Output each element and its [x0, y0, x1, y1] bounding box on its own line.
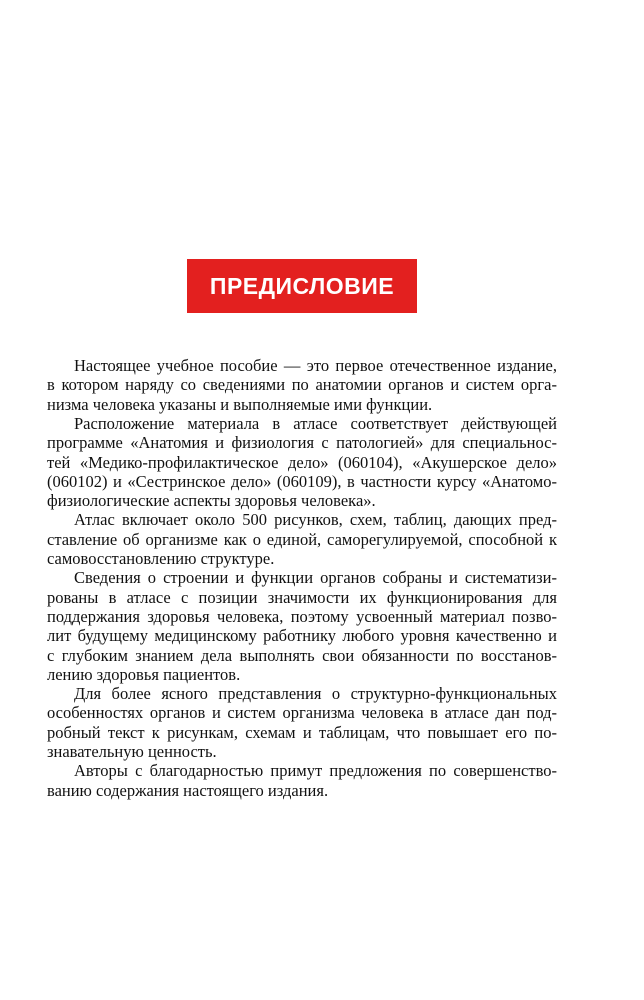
paragraph-line: самовосстановлению структуре.	[47, 549, 275, 568]
paragraph-line: Настоящее учебное пособие — это первое отечественное издание,	[74, 356, 557, 375]
paragraph-line: Сведения о строении и функции органов собраны и систематизи-	[74, 568, 557, 588]
paragraph-line: ванию содержания настоящего издания.	[47, 780, 329, 800]
paragraph-line: Для более ясного представления о структурно-функциональных	[74, 684, 557, 704]
paragraph-line: ставление об организме как о единой, саморегулируемой, способной к	[47, 529, 557, 549]
paragraph-line: (060102) и «Сестринское дело» (060109), в частности курсу «Анатомо-	[47, 471, 557, 491]
paragraph-line: знавательную ценность.	[47, 742, 217, 761]
paragraph-line: низма человека указаны и выполняемые ими функции.	[47, 394, 433, 414]
paragraph-line: Атлас включает около 500 рисунков, схем, таблиц, дающих пред-	[74, 510, 557, 530]
paragraph-line: программе «Анатомия и физиология с патологией» для специальнос-	[47, 433, 557, 453]
paragraph-line: Авторы с благодарностью примут предложения по совершенство-	[74, 761, 557, 781]
heading-banner	[187, 259, 417, 313]
page-title: ПРЕДИСЛОВИЕ	[209, 272, 395, 299]
paragraph-line: Расположение материала в атласе соответствует действующей	[74, 413, 557, 433]
paragraph-line: в котором наряду со сведениями по анатомии органов и систем орга-	[47, 375, 557, 395]
paragraph-line: с глубоким знанием дела выполнять свои обязанности по восстанов-	[47, 645, 557, 665]
paragraph-line: лению здоровья пациентов.	[47, 664, 241, 684]
paragraph-line: рованы в атласе с позиции значимости их функционирования для	[47, 587, 557, 607]
paragraph-line: особенностях органов и систем организма человека в атласе дан под-	[47, 703, 557, 723]
paragraph-line: физиологические аспекты здоровья человека».	[47, 491, 376, 511]
paragraph-line: тей «Медико-профилактическое дело» (060104), «Акушерское дело»	[47, 452, 557, 472]
paragraph-line: робный текст к рисункам, схемам и таблицам, что повышает его по-	[47, 722, 557, 742]
paragraph-line: поддержания здоровья человека, поэтому усвоенный материал позво-	[47, 606, 557, 626]
paragraph-line: лит будущему медицинскому работнику любого уровня качественно и	[47, 626, 557, 646]
